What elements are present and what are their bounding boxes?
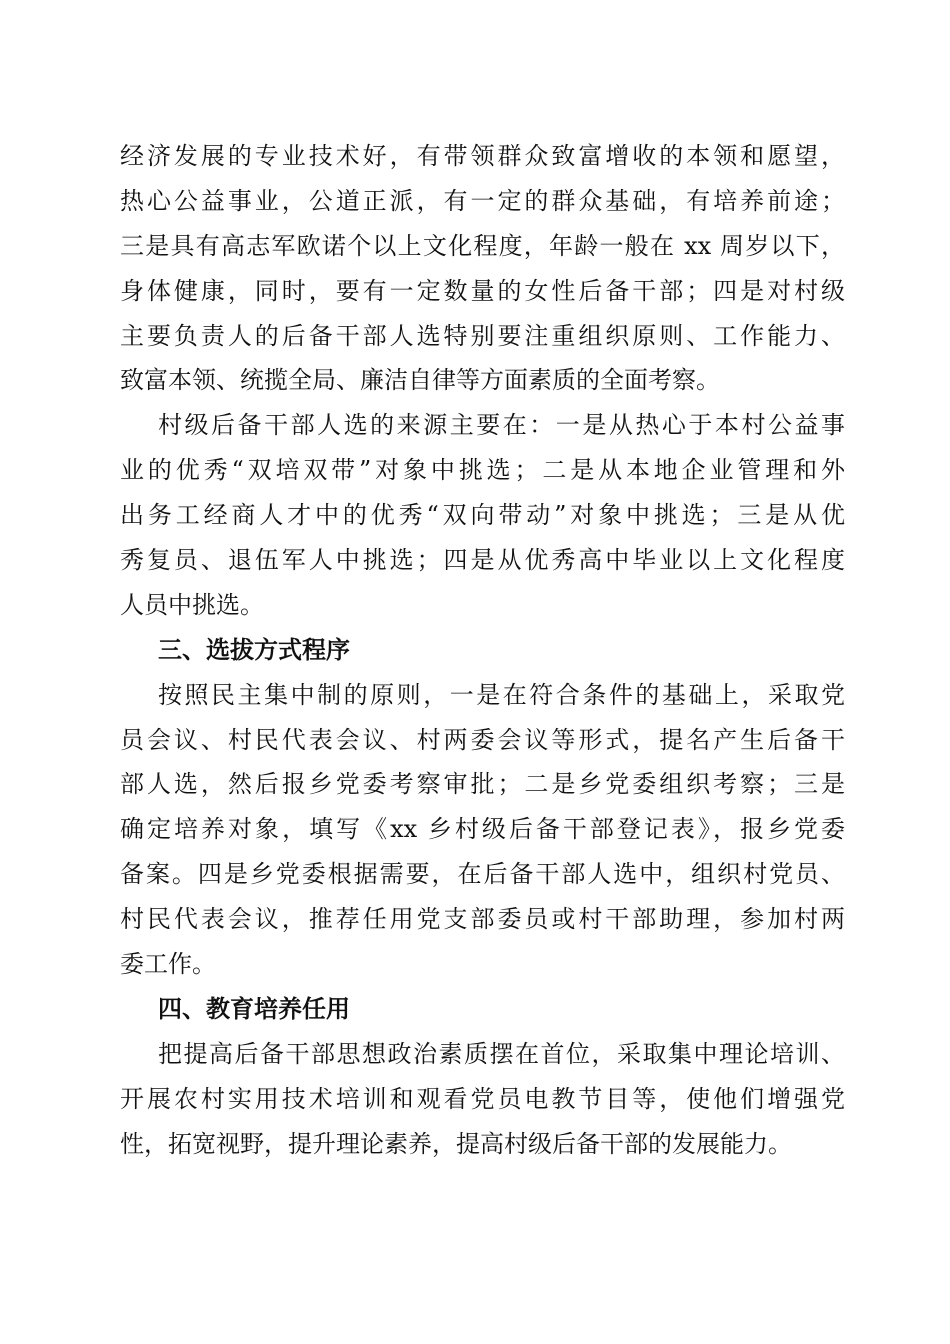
text-line: 委工作。 (120, 950, 216, 979)
text-line: 身体健康，同时，要有一定数量的女性后备干部；四是对村级 (120, 276, 845, 305)
text-line: 热心公益事业，公道正派，有一定的群众基础，有培养前途； (120, 186, 845, 215)
text-line: 秀复员、退伍军人中挑选；四是从优秀高中毕业以上文化程度 (120, 546, 845, 575)
paragraph-qualifications (120, 134, 845, 403)
text-line: 备案。四是乡党委根据需要，在后备干部人选中，组织村党员、 (120, 860, 845, 889)
text-line: 致富本领、统揽全局、廉洁自律等方面素质的全面考察。 (120, 366, 720, 395)
section-heading-training: 四、教育培养任用 (158, 994, 350, 1023)
paragraph-candidate-sources (120, 403, 845, 627)
text-line: 开展农村实用技术培训和观看党员电教节目等，使他们增强党 (120, 1084, 845, 1113)
paragraph-selection-procedure (120, 673, 845, 987)
section-heading-selection: 三、选拔方式程序 (158, 635, 350, 664)
text-line: 出务工经商人才中的优秀“双向带动”对象中挑选；三是从优 (120, 501, 845, 530)
text-line: 村民代表会议，推荐任用党支部委员或村干部助理，参加村两 (120, 905, 845, 934)
text-line: 经济发展的专业技术好，有带领群众致富增收的本领和愿望， (120, 142, 845, 170)
text-line: 主要负责人的后备干部人选特别要注重组织原则、工作能力、 (120, 321, 845, 350)
text-line: 人员中挑选。 (120, 590, 264, 619)
text-line: 把提高后备干部思想政治素质摆在首位，采取集中理论培训、 (158, 1039, 845, 1068)
text-line: 业的优秀“双培双带”对象中挑选；二是从本地企业管理和外 (120, 456, 845, 485)
text-line: 性，拓宽视野，提升理论素养，提高村级后备干部的发展能力。 (120, 1129, 792, 1158)
paragraph-training (120, 1032, 845, 1167)
text-line: 按照民主集中制的原则，一是在符合条件的基础上，采取党 (158, 680, 845, 709)
text-line: 部人选，然后报乡党委考察审批；二是乡党委组织考察；三是 (120, 770, 845, 799)
text-line: 员会议、村民代表会议、村两委会议等形式，提名产生后备干 (120, 725, 845, 754)
text-line: 三是具有高志军欧诺个以上文化程度，年龄一般在 xx 周岁以下， (120, 231, 845, 260)
text-line: 确定培养对象，填写《xx 乡村级后备干部登记表》，报乡党委 (120, 815, 845, 844)
document-page (120, 134, 845, 1166)
text-line: 村级后备干部人选的来源主要在：一是从热心于本村公益事 (158, 411, 845, 440)
